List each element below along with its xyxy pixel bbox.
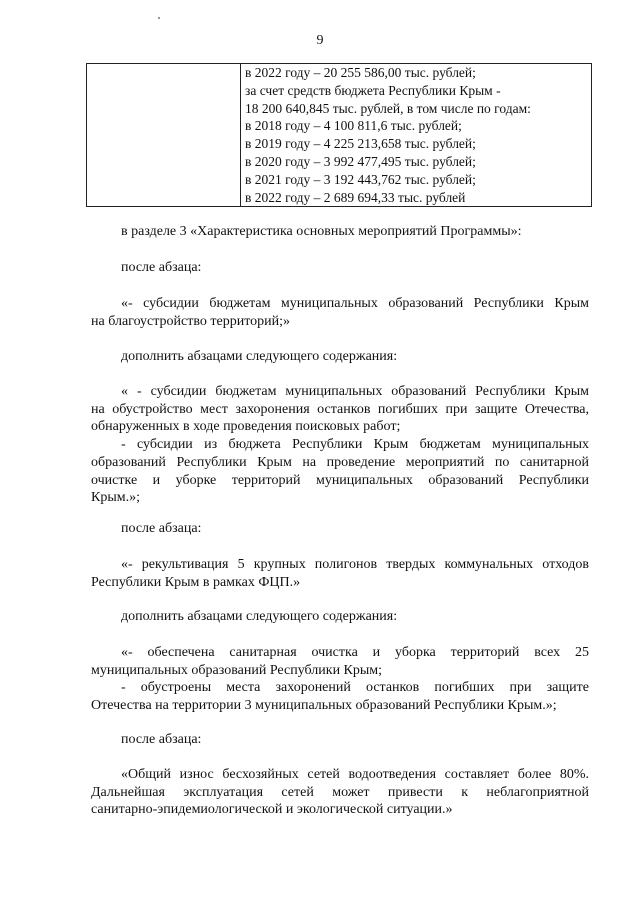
funding-line: за счет средств бюджета Республики Крым - [245, 82, 501, 98]
quote-line: « - субсидии бюджетам муниципальных образований Республики Крым [121, 384, 589, 399]
funding-line: в 2022 году – 20 255 586,00 тыс. рублей; [245, 65, 476, 80]
funding-table [86, 63, 592, 207]
supplement-text: дополнить абзацами следующего содержания: [121, 349, 398, 364]
quote-2 [91, 383, 589, 507]
quote-line: «Общий износ бесхозяйных сетей водоотведения составляет более 80%. [121, 767, 589, 782]
quote-line: Крым.»; [91, 490, 140, 506]
quote-line: образований Республики Крым на проведение мероприятий по санитарной [91, 454, 589, 470]
funding-line: в 2021 году – 3 192 443,762 тыс. рублей; [245, 171, 476, 187]
table-cell-empty [87, 64, 241, 207]
after-paragraph-2 [91, 520, 589, 538]
supplement-1 [91, 348, 589, 366]
quote-line: санитарно-эпидемиологической и экологической ситуации.» [91, 802, 453, 818]
quote-line: «- рекультивация 5 крупных полигонов твердых коммунальных отходов [121, 557, 589, 572]
quote-line: очистке и уборке территорий муниципальных образований Республики [91, 472, 589, 488]
section-intro [91, 223, 589, 241]
after-paragraph-text: после абзаца: [121, 732, 202, 747]
supplement-text: дополнить абзацами следующего содержания: [121, 609, 398, 624]
quote-5 [91, 766, 589, 819]
quote-line: обнаруженных в ходе проведения поисковых работ; [91, 419, 401, 435]
funding-line: в 2019 году – 4 225 213,658 тыс. рублей; [245, 136, 476, 152]
quote-4 [91, 644, 589, 715]
quote-line: - обустроены места захоронений останков погибших при защите [121, 680, 589, 696]
quote-line: Республики Крым в рамках ФЦП.» [91, 574, 301, 590]
quote-3 [91, 556, 589, 591]
page-number: 9 [316, 33, 324, 48]
funding-line: в 2018 году – 4 100 811,6 тыс. рублей; [245, 118, 462, 134]
table-row [87, 64, 592, 207]
quote-line: на обустройство мест захоронения останков погибших при защите Отечества, [91, 401, 589, 417]
after-paragraph-text: после абзаца: [121, 260, 202, 275]
funding-line: в 2020 году – 3 992 477,495 тыс. рублей; [245, 153, 476, 169]
quote-line: Отечества на территории 3 муниципальных образований Республики Крым.»; [91, 698, 557, 714]
quote-line: - субсидии из бюджета Республики Крым бюджетам муниципальных [121, 437, 589, 453]
quote-1 [91, 295, 589, 330]
funding-line: в 2022 году – 2 689 694,33 тыс. рублей [245, 189, 466, 205]
table-cell-funding [241, 64, 592, 207]
quote-line: «- субсидии бюджетам муниципальных образований Республики Крым [121, 296, 589, 311]
after-paragraph-3 [91, 731, 589, 749]
after-paragraph-1 [91, 259, 589, 277]
section-intro-text: в разделе 3 «Характеристика основных мероприятий Программы»: [121, 224, 522, 239]
funding-line: 18 200 640,845 тыс. рублей, в том числе по годам: [245, 100, 531, 116]
scan-speck [158, 17, 160, 19]
quote-line: муниципальных образований Республики Крым; [91, 662, 383, 678]
quote-line: «- обеспечена санитарная очистка и уборка территорий всех 25 [121, 645, 589, 660]
quote-line: Дальнейшая эксплуатация сетей может привести к неблагоприятной [91, 784, 589, 800]
supplement-2 [91, 608, 589, 626]
quote-line: на благоустройство территорий;» [91, 313, 291, 329]
after-paragraph-text: после абзаца: [121, 521, 202, 536]
